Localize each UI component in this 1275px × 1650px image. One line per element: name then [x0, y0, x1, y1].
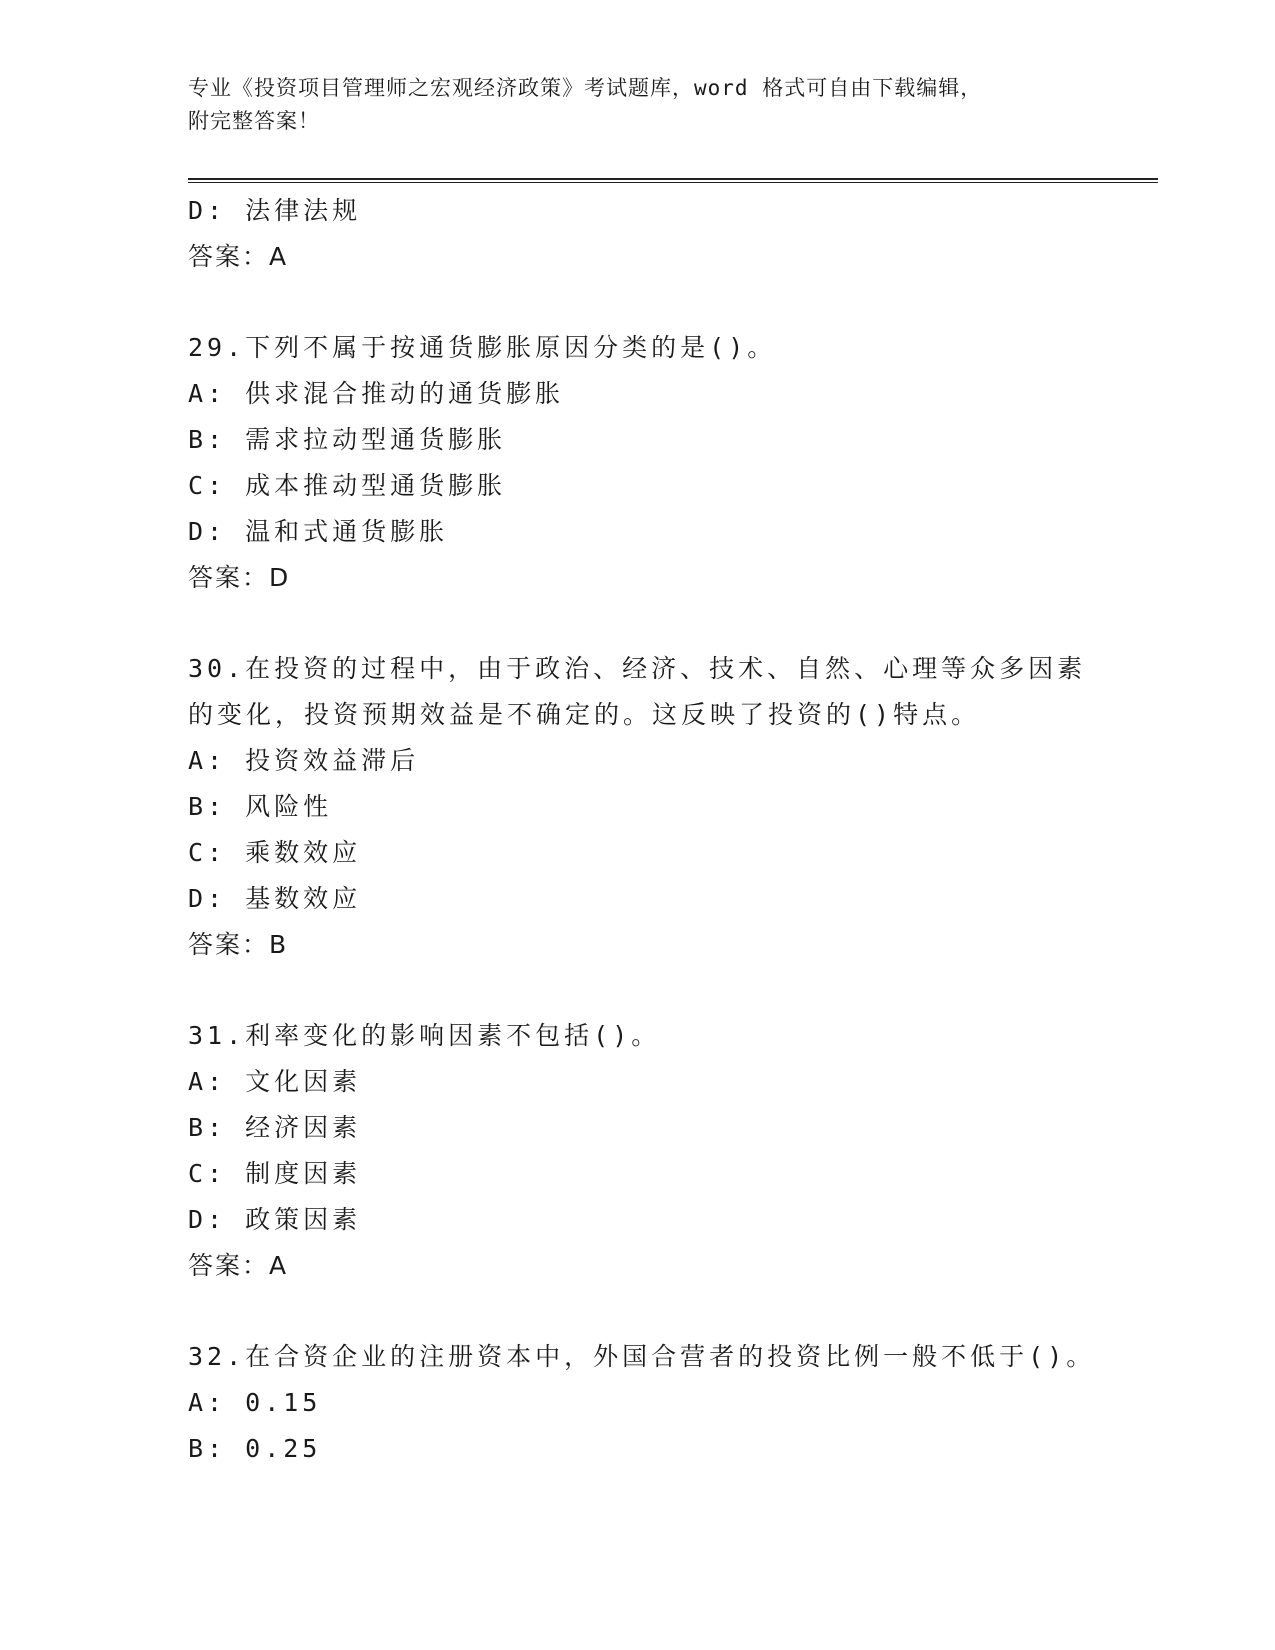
header-divider	[188, 178, 1158, 183]
option-d: D: 基数效应	[188, 884, 362, 913]
option-a: A: 投资效益滞后	[188, 746, 420, 775]
question-stem: 32.在合资企业的注册资本中，外国合营者的投资比例一般不低于()。	[188, 1342, 1096, 1371]
question-31	[188, 1013, 1158, 1289]
answer: 答案：D	[188, 563, 291, 592]
header-line-2: 附完整答案！	[188, 109, 320, 133]
option-b: B: 需求拉动型通货膨胀	[188, 425, 507, 454]
option-a: A: 0.15	[188, 1388, 322, 1417]
question-32	[188, 1334, 1158, 1472]
option-a: A: 供求混合推动的通货膨胀	[188, 379, 565, 408]
option-a: A: 文化因素	[188, 1067, 362, 1096]
question-stem-line-2: 的变化，投资预期效益是不确定的。这反映了投资的()特点。	[188, 700, 981, 729]
option-d: D: 政策因素	[188, 1205, 362, 1234]
question-stem-line-1: 30.在投资的过程中，由于政治、经济、技术、自然、心理等众多因素	[188, 654, 1087, 683]
question-29	[188, 325, 1158, 601]
option-c: C: 乘数效应	[188, 838, 362, 867]
option-b: B: 风险性	[188, 792, 333, 821]
header-line-1: 专业《投资项目管理师之宏观经济政策》考试题库，word 格式可自由下载编辑，	[188, 76, 983, 100]
question-list	[188, 188, 1158, 1472]
answer: 答案：A	[188, 1251, 289, 1280]
answer: 答案：B	[188, 930, 289, 959]
question-stem: 31.利率变化的影响因素不包括()。	[188, 1021, 661, 1050]
question-30	[188, 646, 1158, 968]
option-b: B: 0.25	[188, 1434, 322, 1463]
document-header	[188, 72, 1088, 138]
option-d: D: 温和式通货膨胀	[188, 517, 449, 546]
option-b: B: 经济因素	[188, 1113, 362, 1142]
prev-answer: 答案：A	[188, 242, 289, 271]
question-stem: 29.下列不属于按通货膨胀原因分类的是()。	[188, 333, 777, 362]
option-c: C: 成本推动型通货膨胀	[188, 471, 507, 500]
option-c: C: 制度因素	[188, 1159, 362, 1188]
prev-option-d: D: 法律法规	[188, 196, 362, 225]
